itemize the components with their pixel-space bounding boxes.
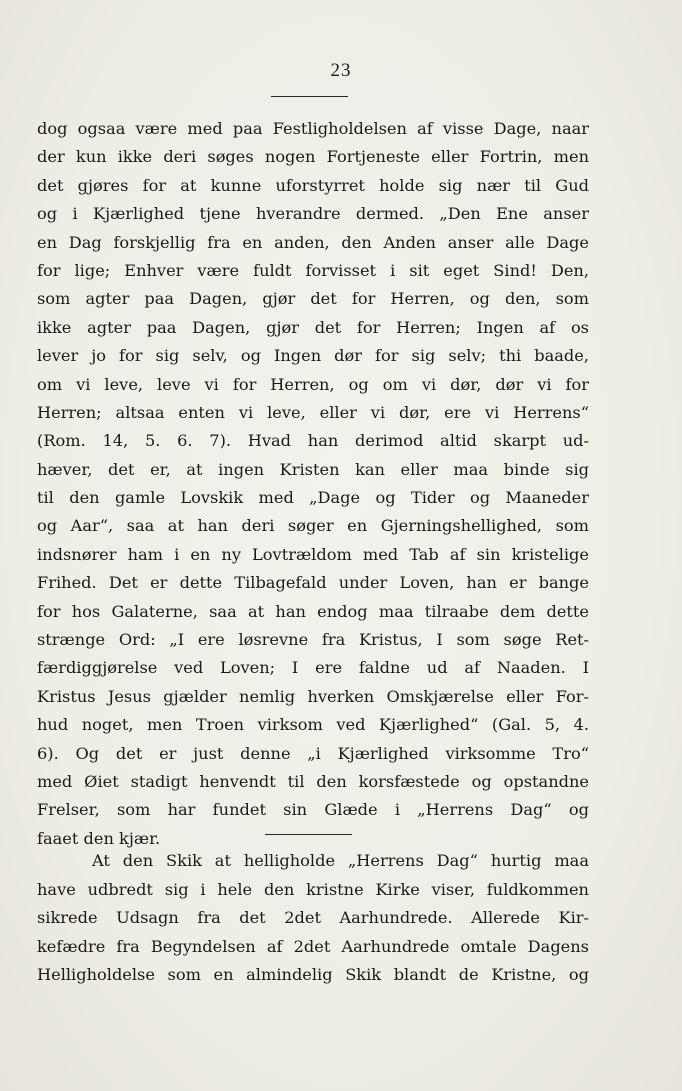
text-line: lever jo for sig selv, og Ingen dør for sig selv; thi baade,	[37, 346, 589, 366]
text-line: for lige; Enhver være fuldt forvisset i sit eget Sind! Den,	[37, 260, 589, 280]
text-line: Herren; altsaa enten vi leve, eller vi dør, ere vi Herrens“	[37, 402, 589, 422]
text-line: til den gamle Lovskik med „Dage og Tider og Maaneder	[37, 488, 589, 508]
text-line: færdiggjørelse ved Loven; I ere faldne ud af Naaden. I	[37, 658, 589, 678]
text-line: Helligholdelse som en almindelig Skik blandt de Kristne, og	[37, 965, 589, 985]
text-line: og i Kjærlighed tjene hverandre dermed. „Den Ene anser	[37, 204, 589, 224]
text-line: sikrede Udsagn fra det 2det Aarhundrede. Allerede Kir-	[37, 908, 589, 928]
text-line: en Dag forskjellig fra en anden, den Anden anser alle Dage	[37, 232, 589, 252]
text-line: dog ogsaa være med paa Festligholdelsen af visse Dage, naar	[37, 119, 589, 138]
text-line: indsnører ham i en ny Lovtrældom med Tab af sin kristelige	[37, 544, 589, 564]
text-line: ikke agter paa Dagen, gjør det for Herren; Ingen af os	[37, 317, 589, 337]
text-line: faaet den kjær.	[37, 828, 161, 848]
text-line: hud noget, men Troen virksom ved Kjærlighed“ (Gal. 5, 4.	[37, 715, 589, 735]
paragraph-1	[37, 115, 589, 853]
text-line: som agter paa Dagen, gjør det for Herren, og den, som	[37, 289, 589, 309]
text-line: Kristus Jesus gjælder nemlig hverken Omskjærelse eller For-	[37, 686, 589, 706]
header-rule	[271, 96, 348, 97]
text-line: det gjøres for at kunne uforstyrret holde sig nær til Gud	[37, 175, 589, 195]
text-line: der kun ikke deri søges nogen Fortjeneste eller Fortrin, men	[37, 147, 589, 167]
page-number: 23	[330, 60, 352, 81]
paragraph-2	[37, 847, 589, 990]
text-line: (Rom. 14, 5. 6. 7). Hvad han derimod altid skarpt ud-	[37, 431, 589, 451]
text-line: og Aar“, saa at han deri søger en Gjerningshellighed, som	[37, 516, 589, 536]
text-line: kefædre fra Begyndelsen af 2det Aarhundrede omtale Dagens	[37, 936, 589, 956]
text-line: At den Skik at helligholde „Herrens Dag“ hurtig maa	[92, 851, 589, 870]
text-line: Frihed. Det er dette Tilbagefald under Loven, han er bange	[37, 573, 589, 593]
text-line: have udbredt sig i hele den kristne Kirke viser, fuldkommen	[37, 879, 589, 899]
text-line: med Øiet stadigt henvendt til den korsfæstede og opstandne	[37, 771, 589, 791]
text-line: 6). Og det er just denne „i Kjærlighed virksomme Tro“	[37, 743, 589, 763]
text-line: Frelser, som har fundet sin Glæde i „Herrens Dag“ og	[37, 800, 589, 820]
text-line: hæver, det er, at ingen Kristen kan eller maa binde sig	[37, 459, 589, 479]
section-divider-rule	[265, 834, 352, 835]
text-line: strænge Ord: „I ere løsrevne fra Kristus, I som søge Ret-	[37, 630, 589, 650]
text-line: om vi leve, leve vi for Herren, og om vi dør, dør vi for	[37, 374, 589, 394]
text-line: for hos Galaterne, saa at han endog maa tilraabe dem dette	[37, 601, 589, 621]
